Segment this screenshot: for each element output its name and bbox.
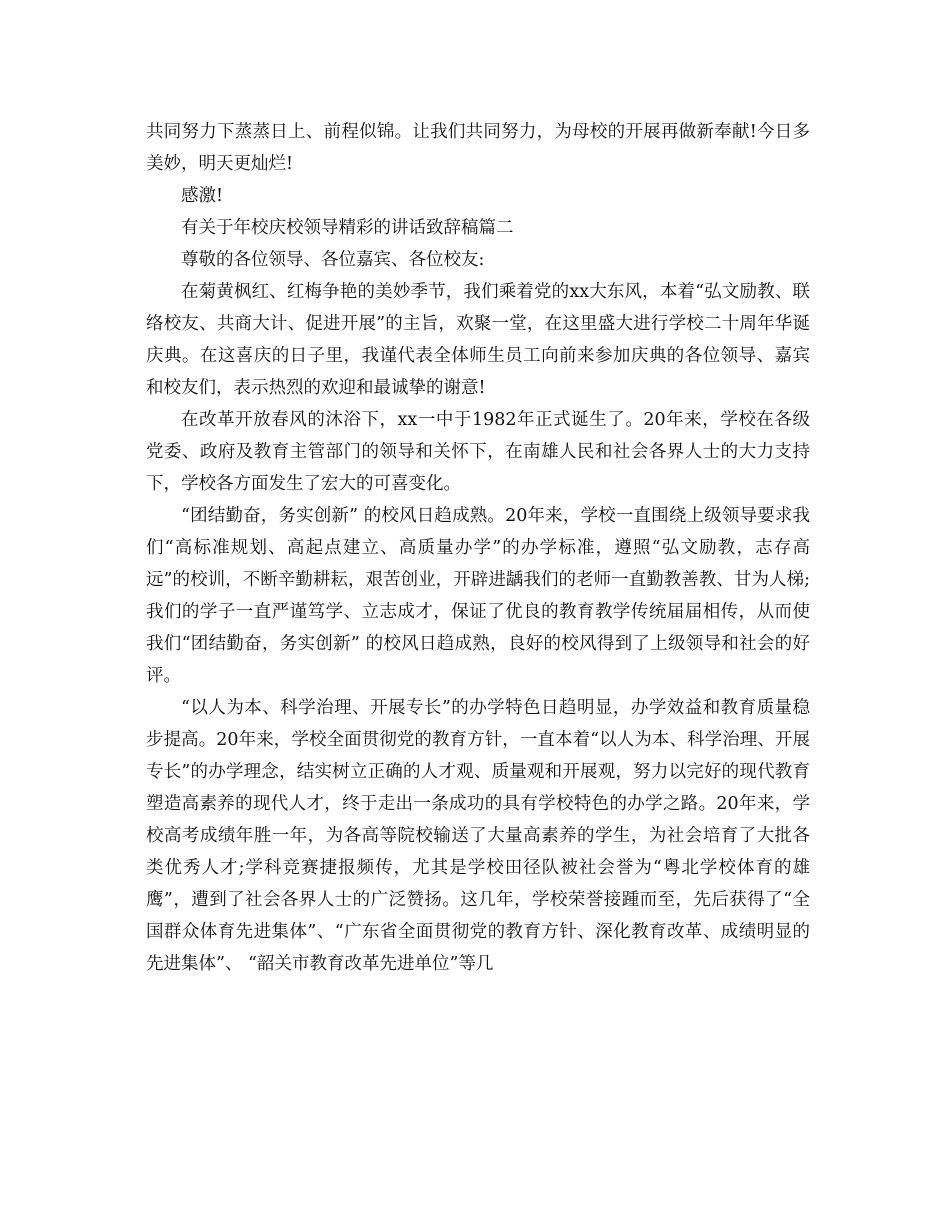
paragraph-closing-wish: 共同努力下蒸蒸日上、前程似锦。让我们共同努力，为母校的开展再做新奉献!今日多美妙，明天更灿烂! (146, 122, 810, 174)
paragraph-thanks: 感激! (181, 186, 224, 206)
paragraph-school-features: “以人为本、科学治理、开展专长”的办学特色日趋明显，办学效益和教育质量稳步提高。20年来，学校全面贯彻党的教育方针，一直本着“以人为本、科学治理、开展专长”的办学理念，结实树立正确的人才观、质量观和开展观，努力以完好的现代教育塑造高素养的现代人才，终于走出一条成功的具有学校特色的办学之路。20年来，学校高考成绩年胜一年，为各高等院校输送了大量高素养的学生，为社会培育了大批各类优秀人才;学科竞赛捷报频传，尤其是学校田径队被社会誉为“粤北学校体育的雄鹰”，遭到了社会各界人士的广泛赞扬。这几年，学校荣誉接踵而至，先后获得了“全国群众体育先进集体”、“广东省全面贯彻党的教育方针、深化教育改革、成绩明显的先进集体”、 “韶关市教育改革先进单位”等几 (146, 698, 810, 974)
paragraph-founding: 在改革开放春风的沐浴下，xx一中于1982年正式诞生了。20年来，学校在各级党委、政府及教育主管部门的领导和关怀下，在南雄人民和社会各界人士的大力支持下，学校各方面发生了宏大的可喜变化。 (146, 410, 810, 494)
paragraph-opening: 在菊黄枫红、红梅争艳的美妙季节，我们乘着党的xx大东风，本着“弘文励教、联络校友、共商大计、促进开展”的主旨，欢聚一堂，在这里盛大进行学校二十周年华诞庆典。在这喜庆的日子里，我谨代表全体师生员工向前来参加庆典的各位领导、嘉宾和校友们，表示热烈的欢迎和最诚挚的谢意! (146, 282, 810, 398)
section-heading: 有关于年校庆校领导精彩的讲话致辞稿篇二 (181, 218, 514, 238)
paragraph-salutation: 尊敬的各位领导、各位嘉宾、各位校友: (181, 250, 485, 270)
paragraph-school-spirit: “团结勤奋，务实创新” 的校风日趋成熟。20年来，学校一直围绕上级领导要求我们“高标准规划、高起点建立、高质量办学”的办学标准，遵照“弘文励教，志存高远”的校训，不断辛勤耕耘，艰苦创业，开辟进龋我们的老师一直勤教善教、甘为人梯;我们的学子一直严谨笃学、立志成才，保证了优良的教育教学传统届届相传，从而使我们“团结勤奋，务实创新” 的校风日趋成熟，良好的校风得到了上级领导和社会的好评。 (146, 506, 810, 686)
document-body (146, 116, 810, 980)
